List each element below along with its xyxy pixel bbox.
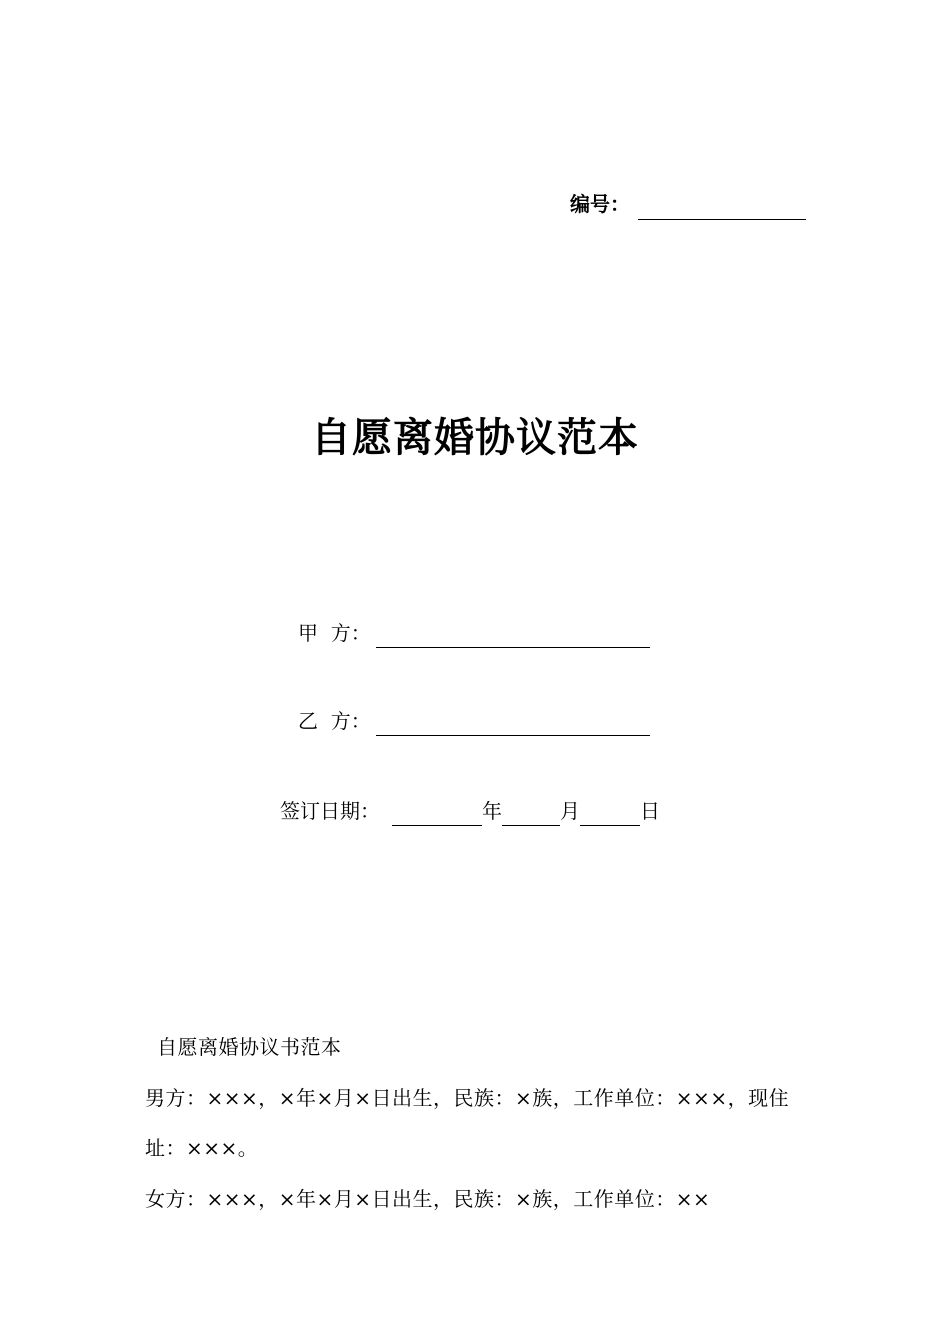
year-blank bbox=[392, 803, 482, 826]
party-a-label: 甲 方： bbox=[298, 621, 371, 645]
party-a-blank bbox=[376, 625, 650, 648]
month-label: 月 bbox=[560, 799, 580, 823]
sign-date-line bbox=[280, 796, 660, 826]
month-blank bbox=[502, 803, 560, 826]
page-title: 自愿离婚协议范本 bbox=[311, 415, 639, 461]
day-blank bbox=[580, 803, 640, 826]
document-number-blank bbox=[638, 195, 806, 220]
male-party-paragraph: 男方：×××，×年×月×日出生，民族：×族，工作单位：×××，现住址：×××。 bbox=[145, 1085, 790, 1160]
document-number-label: 编号： bbox=[570, 192, 630, 216]
party-a-line bbox=[298, 618, 650, 648]
party-b-label: 乙 方： bbox=[298, 709, 371, 733]
agreement-body bbox=[145, 1022, 810, 1224]
female-party-paragraph: 女方：×××，×年×月×日出生，民族：×族，工作单位：×× bbox=[145, 1186, 711, 1211]
day-label: 日 bbox=[640, 799, 660, 823]
document-number bbox=[570, 188, 806, 220]
agreement-subtitle: 自愿离婚协议书范本 bbox=[157, 1035, 342, 1059]
year-label: 年 bbox=[482, 799, 502, 823]
sign-date-label: 签订日期： bbox=[280, 799, 380, 823]
party-b-blank bbox=[376, 713, 650, 736]
party-b-line bbox=[298, 706, 650, 736]
